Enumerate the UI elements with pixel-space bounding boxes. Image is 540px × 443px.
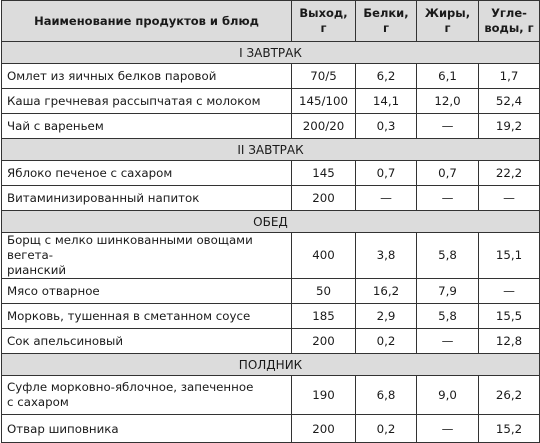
table-row <box>2 114 540 139</box>
proteins-cell: 2,9 <box>356 304 417 329</box>
yield-cell: 200 <box>292 186 356 211</box>
proteins-cell: 6,8 <box>356 376 417 415</box>
fats-cell: 0,7 <box>417 161 479 186</box>
fats-cell: 12,0 <box>417 89 479 114</box>
section-title: ОБЕД <box>2 211 540 233</box>
dish-name: Чай с вареньем <box>2 114 292 139</box>
fats-cell: — <box>417 329 479 354</box>
table-row <box>2 304 540 329</box>
proteins-cell: 0,7 <box>356 161 417 186</box>
fats-cell: — <box>417 186 479 211</box>
header-row <box>2 1 540 42</box>
carbs-cell: 1,7 <box>479 64 540 89</box>
table-row <box>2 376 540 415</box>
proteins-cell: 0,2 <box>356 329 417 354</box>
table-row <box>2 329 540 354</box>
dish-name: Морковь, тушенная в сметанном соусе <box>2 304 292 329</box>
dish-name: Яблоко печеное с сахаром <box>2 161 292 186</box>
dish-name: Витаминизированный напиток <box>2 186 292 211</box>
proteins-cell: — <box>356 186 417 211</box>
carbs-cell: 26,2 <box>479 376 540 415</box>
yield-cell: 200 <box>292 329 356 354</box>
table-row <box>2 64 540 89</box>
dish-name: Борщ с мелко шинкованными овощами вегета- рианский <box>2 233 292 279</box>
menu-table <box>1 0 540 443</box>
table-row <box>2 233 540 279</box>
dish-name: Омлет из яичных белков паровой <box>2 64 292 89</box>
section-title: II ЗАВТРАК <box>2 139 540 161</box>
yield-cell: 190 <box>292 376 356 415</box>
proteins-cell: 16,2 <box>356 279 417 304</box>
yield-cell: 50 <box>292 279 356 304</box>
dish-name: Сок апельсиновый <box>2 329 292 354</box>
fats-cell: — <box>417 114 479 139</box>
table-row <box>2 186 540 211</box>
proteins-cell: 6,2 <box>356 64 417 89</box>
carbs-cell: 15,2 <box>479 415 540 443</box>
fats-cell: 5,8 <box>417 233 479 279</box>
carbs-cell: 12,8 <box>479 329 540 354</box>
header-fats: Жиры, г <box>417 1 479 42</box>
carbs-cell: 15,1 <box>479 233 540 279</box>
header-product-name: Наименование продуктов и блюд <box>2 1 292 42</box>
fats-cell: 7,9 <box>417 279 479 304</box>
yield-cell: 145 <box>292 161 356 186</box>
section-title: ПОЛДНИК <box>2 354 540 376</box>
proteins-cell: 14,1 <box>356 89 417 114</box>
section-title: I ЗАВТРАК <box>2 42 540 64</box>
carbs-cell: — <box>479 279 540 304</box>
yield-cell: 145/100 <box>292 89 356 114</box>
carbs-cell: 22,2 <box>479 161 540 186</box>
section-row-breakfast-2 <box>2 139 540 161</box>
yield-cell: 200 <box>292 415 356 443</box>
dish-name: Мясо отварное <box>2 279 292 304</box>
fats-cell: 6,1 <box>417 64 479 89</box>
carbs-cell: 52,4 <box>479 89 540 114</box>
header-yield: Выход, г <box>292 1 356 42</box>
proteins-cell: 0,3 <box>356 114 417 139</box>
yield-cell: 185 <box>292 304 356 329</box>
dish-name: Отвар шиповника <box>2 415 292 443</box>
proteins-cell: 0,2 <box>356 415 417 443</box>
table-row <box>2 89 540 114</box>
yield-cell: 400 <box>292 233 356 279</box>
proteins-cell: 3,8 <box>356 233 417 279</box>
fats-cell: — <box>417 415 479 443</box>
table-row <box>2 161 540 186</box>
fats-cell: 5,8 <box>417 304 479 329</box>
carbs-cell: — <box>479 186 540 211</box>
header-carbs: Угле- воды, г <box>479 1 540 42</box>
yield-cell: 70/5 <box>292 64 356 89</box>
yield-cell: 200/20 <box>292 114 356 139</box>
header-proteins: Белки, г <box>356 1 417 42</box>
fats-cell: 9,0 <box>417 376 479 415</box>
section-row-afternoon-snack <box>2 354 540 376</box>
section-row-lunch <box>2 211 540 233</box>
table-row <box>2 415 540 443</box>
carbs-cell: 19,2 <box>479 114 540 139</box>
carbs-cell: 15,5 <box>479 304 540 329</box>
dish-name: Каша гречневая рассыпчатая с молоком <box>2 89 292 114</box>
table-row <box>2 279 540 304</box>
dish-name: Суфле морковно-яблочное, запеченное с сахаром <box>2 376 292 415</box>
section-row-breakfast-1 <box>2 42 540 64</box>
